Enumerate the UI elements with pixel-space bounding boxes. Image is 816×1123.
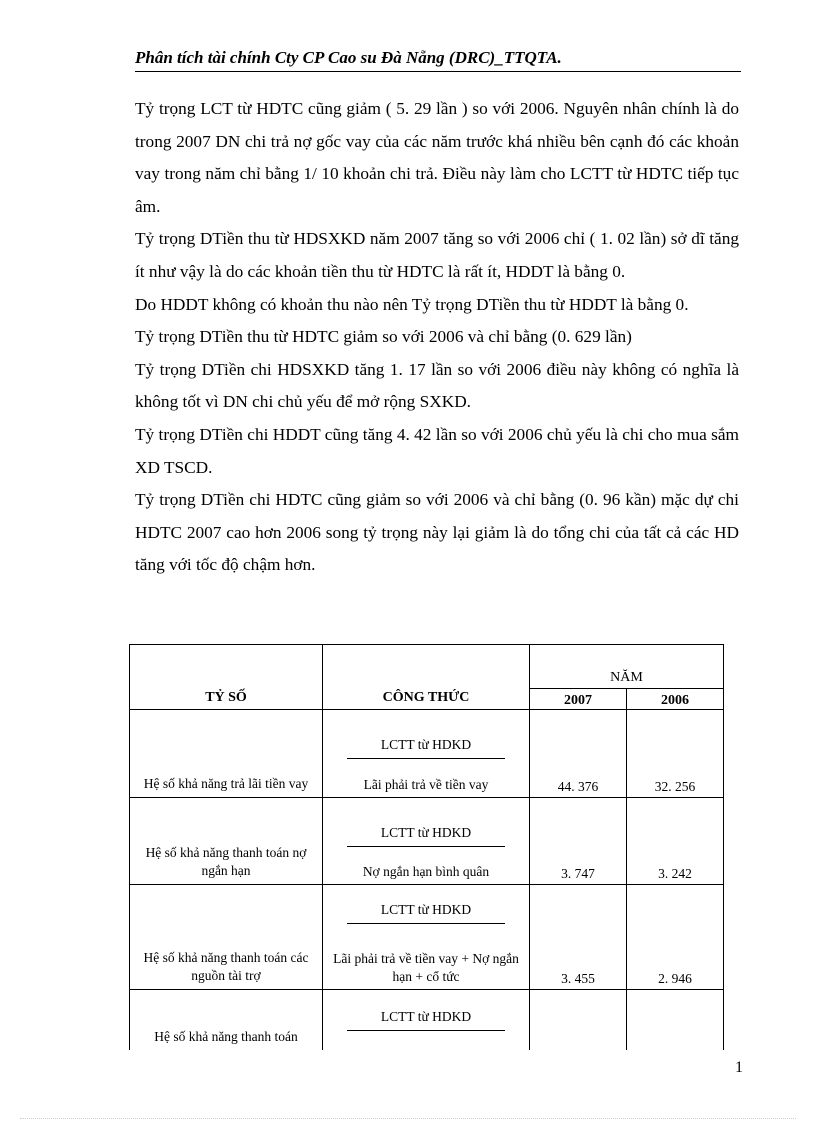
value-2007: 3. 455 [530,885,627,990]
paragraph: Tỷ trọng DTiền chi HDTC cũng giảm so với 2006 và chỉ bằng (0. 96 kần) mặc dự chi HDTC 2007 cao hơn 2006 song tỷ trọng này lại giảm là do tổng chi của tất cả các HD tăng với tốc độ chậm hơn. [135,490,739,575]
value-2006: 3. 242 [627,798,724,885]
paragraph: Tỷ trọng DTiền chi HDSXKD tăng 1. 17 lần so với 2006 điều này không có nghĩa là không tốt vì DN chi chủ yếu để mở rộng SXKD. [135,359,739,412]
paragraph: Tỷ trọng DTiền thu từ HDSXKD năm 2007 tăng so với 2006 chỉ ( 1. 02 lần) sở dĩ tăng ít như vậy là do các khoản tiền thu từ HDTC là rất ít, HDDT là bằng 0. [135,229,739,281]
formula-numerator: LCTT từ HDKD [347,1004,505,1031]
formula-cell [323,798,530,885]
formula-numerator: LCTT từ HDKD [347,732,505,759]
formula-denominator: Nợ ngắn hạn bình quân [362,864,490,879]
header-title: Phân tích tài chính Cty CP Cao su Đà Nẵng (DRC)_TTQTA. [135,48,562,67]
page-edge-divider [20,1118,796,1119]
value-2007 [530,990,627,1051]
table-row [130,990,724,1051]
ratio-label: Hệ số khả năng thanh toán [130,990,323,1051]
formula-cell [323,990,530,1051]
ratio-label: Hệ số khả năng trả lãi tiền vay [130,710,323,798]
ratio-label: Hệ số khả năng thanh toán nợ ngắn hạn [130,798,323,885]
table-row [130,798,724,885]
formula-numerator: LCTT từ HDKD [347,820,505,847]
formula-denominator: Lãi phải trả về tiền vay + Nợ ngắn hạn + cổ tức [333,951,519,984]
ratio-table [129,644,724,1050]
value-2006 [627,990,724,1051]
formula-cell [323,710,530,798]
header-year-2006: 2006 [627,689,724,710]
header-ratio: TỶ SỐ [130,645,323,710]
paragraph: Do HDDT không có khoản thu nào nên Tỷ trọng DTiền thu từ HDDT là bằng 0. [135,294,689,314]
value-2006: 32. 256 [627,710,724,798]
paragraph: Tỷ trọng DTiền thu từ HDTC giảm so với 2006 và chỉ bằng (0. 629 lần) [135,327,632,347]
formula-cell [323,885,530,990]
formula-denominator [323,1031,529,1050]
header-year-group: NĂM [530,645,724,689]
body-text [135,93,739,582]
paragraph: Tỷ trọng DTiền chi HDDT cũng tăng 4. 42 lần so với 2006 chủ yếu là chi cho mua sắm XD TSCD. [135,424,739,477]
table-row [130,710,724,798]
formula-numerator: LCTT từ HDKD [347,897,505,924]
page-number: 1 [735,1059,743,1076]
formula-denominator: Lãi phải trả về tiền vay [363,777,489,792]
value-2006: 2. 946 [627,885,724,990]
table-row [130,885,724,990]
header-year-2007: 2007 [530,689,627,710]
value-2007: 44. 376 [530,710,627,798]
paragraph: Tỷ trọng LCT từ HDTC cũng giảm ( 5. 29 lần ) so với 2006. Nguyên nhân chính là do trong 2007 DN chi trả nợ gốc vay của các năm trước khá nhiều bên cạnh đó các khoản vay trong năm chỉ bằng 1/ 10 khoản chi trả. Điều này làm cho LCTT từ HDTC tiếp tục âm. [135,99,739,216]
header-formula: CÔNG THỨC [323,645,530,710]
page-header [135,48,741,72]
value-2007: 3. 747 [530,798,627,885]
ratio-label: Hệ số khả năng thanh toán các nguồn tài trợ [130,885,323,990]
